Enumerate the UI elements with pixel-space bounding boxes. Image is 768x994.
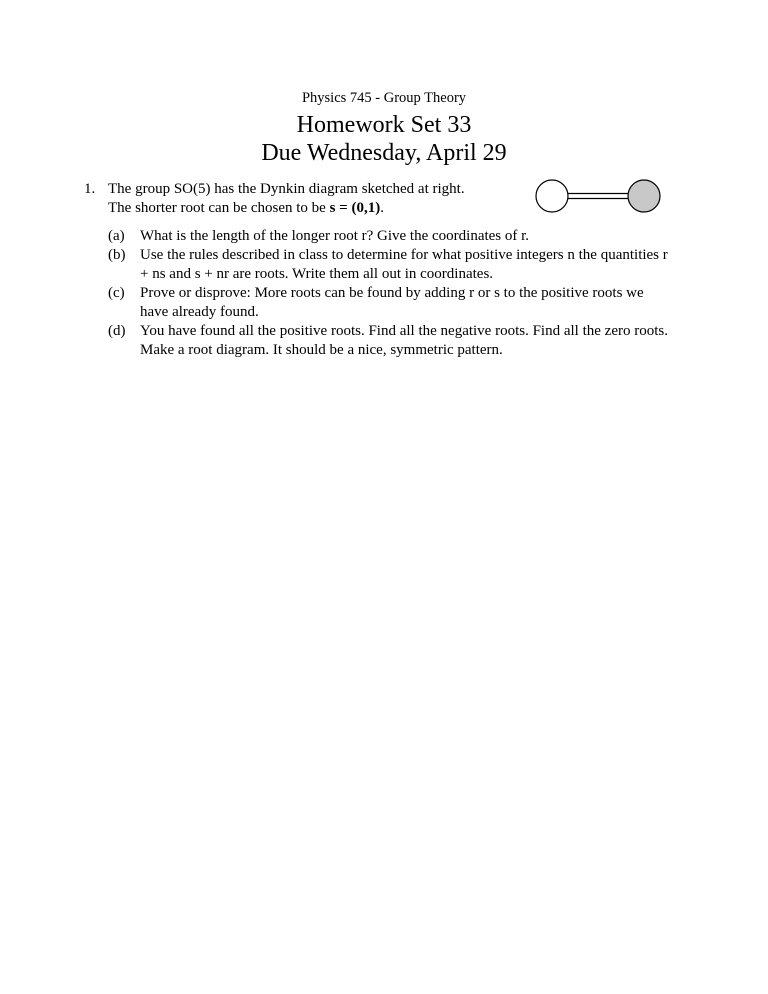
root-s-definition: s = (0,1) [329, 200, 381, 216]
part-label: (b) [108, 247, 126, 263]
problem-parts [108, 227, 668, 360]
part-label: (a) [108, 228, 125, 244]
problem-intro-line-1: The group SO(5) has the Dynkin diagram sketched at right. [108, 181, 465, 197]
part-label: (d) [108, 323, 126, 339]
due-date: Due Wednesday, April 29 [261, 140, 507, 166]
part-text: What is the length of the longer root r? Give the coordinates of r. [140, 228, 530, 244]
part-c [108, 284, 668, 322]
problem-intro-line-2 [108, 199, 668, 218]
homework-title: Homework Set 33 [296, 112, 472, 138]
part-d [108, 322, 668, 360]
part-text: Prove or disprove: More roots can be found by adding r or s to the positive roots we have already found. [140, 285, 644, 320]
intro-line-2-text: The shorter root can be chosen to be [108, 200, 330, 216]
part-b [108, 246, 668, 284]
part-label: (c) [108, 285, 125, 301]
problem-1 [84, 180, 668, 360]
part-text: You have found all the positive roots. Find all the negative roots. Find all the zero roots. Make a root diagram. It should be a nice, symmetric pattern. [140, 323, 668, 358]
part-a [108, 227, 668, 246]
part-text: Use the rules described in class to determine for what positive integers n the quantities r + ns and s + nr are roots. Write them all out in coordinates. [140, 247, 668, 282]
course-title: Physics 745 - Group Theory [301, 90, 467, 106]
problem-number: 1. [84, 181, 96, 197]
intro-line-2-end: . [380, 200, 384, 216]
